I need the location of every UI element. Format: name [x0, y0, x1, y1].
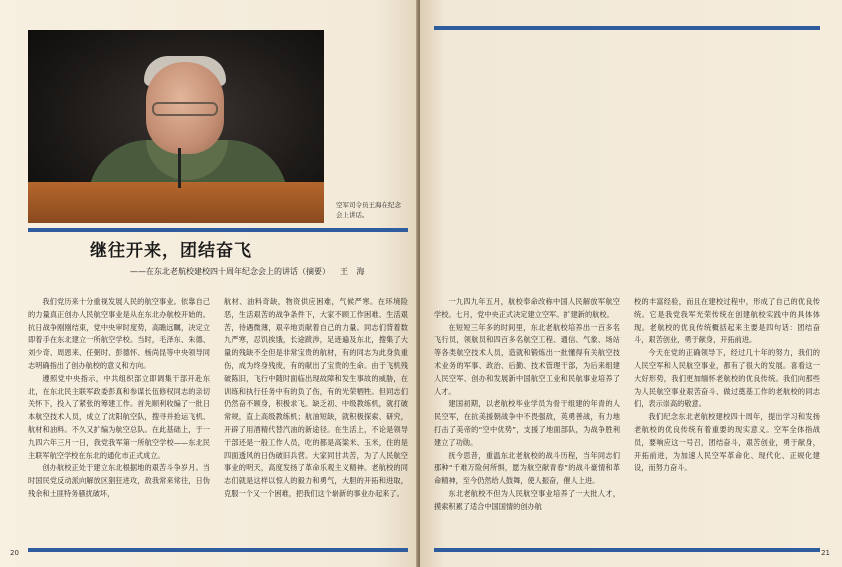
photo-microphone — [178, 148, 181, 188]
paragraph: 在短短三年多的时间里，东北老航校培养出一百多名飞行员，领航员和四百多名航空工程、通信、气象、场站等各类航空技术人员，造就和锻炼出一批懂得有关航空技术业务的军事、政治、后勤、技术管理干部，为后来组建人民空军、创办和发展新中国航空工业和民航事业培养了人才。 — [434, 322, 620, 396]
photo-glasses — [152, 102, 218, 116]
right-page — [420, 0, 842, 567]
left-text-column-2 — [224, 296, 408, 544]
paragraph: 遵照党中央指示，中共组织部立即调集干部开赴东北，在东北民主联军政委彭真和参谋长伍修权同志的亲切关怀下，投入了紧张的筹建工作。首先顺利收编了一批日本航空技术人员，成立了沈阳航空队，搜寻并抢运飞机、航材和油料。不久又扩编为航空总队。在此基础上，于一九四六年三月一日，我党我军第一所航空学校——东北民主联军航空学校在东北的通化市正式成立。 — [28, 373, 210, 460]
bottom-divider-bar — [434, 548, 820, 552]
top-divider-bar — [28, 228, 408, 232]
paragraph: 航材、油料奇缺，物资供应困难，气候严寒。在环境险恶，生活艰苦的战争条件下，大家不顾工作困难、生活艰苦，待遇微薄，艰辛地贡献着自己的力量。同志们背着数九严寒，忍饥挨饿，长途跋涉，足迹遍及东北，搜集了大量的残缺不全但是非常宝贵的航材，有的同志为此身负重伤，成为终身残废，有的献出了宝贵的生命。由于飞机残破陈旧，飞行中随时面临出现故障和发生事故的威胁，在训练和执行任务中有的负了伤，有的光荣牺牲。但同志们仍然奋不顾身，积极求飞。缺乏初、中级教练机，就打破常规，直上高级教练机；航油短缺，就积极探索、研究，开辟了用酒精代替汽油的新途径。在生活上，不论是领导干部还是一般工作人员，吃的都是高粱米、玉米，住的是四面透风的日伪破旧兵营。大家同甘共苦，为了人民航空事业的明天，高度发扬了革命乐观主义精神。老航校的同志们就是这样以惊人的毅力和勇气，大胆的开拓和进取，克服一个又一个困难，把我们这个崭新的事业办起来了。 — [224, 297, 408, 498]
page-number: 21 — [821, 549, 830, 557]
paragraph: 东北老航校不但为人民航空事业培养了一大批人才，摸索积累了适合中国国情的创办航 — [434, 488, 620, 511]
photo-caption: 空军司令员王海在纪念会上讲话。 — [336, 201, 401, 219]
paragraph: 抚今思昔，重温东北老航校的战斗历程，当年同志们那种“千难万险何所惧，愿为航空献青春”的战斗豪情和革命精神，至今仍然给人鼓舞，使人振奋，催人上进。 — [434, 450, 620, 486]
article-author: 王 海 — [340, 267, 368, 276]
paragraph: 我们党历来十分重视发展人民的航空事业。依靠自己的力量真正创办人民航空事业是从在东北办航校开始的。抗日战争刚刚结束，党中央审时度势，高瞻远瞩，决定立即着手在东北建立一所航空学校。当时，毛泽东、朱德、刘少奇、周恩来、任弼时、彭德怀、杨尚昆等中央领导同志明确指出了创办航校的意义和方向。 — [28, 297, 210, 370]
bottom-divider-bar — [28, 548, 408, 552]
paragraph: 建国初期，以老航校毕业学员为骨干组建的年青的人民空军，在抗美援朝战争中不畏强敌，英勇善战，有力地打击了美帝的“空中优势”，支援了地面部队，为战争胜利建立了功勋。 — [434, 399, 620, 447]
photo-podium — [28, 182, 324, 223]
article-title: 继往开来，团结奋飞 — [90, 241, 252, 261]
page-number: 20 — [10, 549, 19, 557]
right-text-column-2 — [634, 296, 820, 542]
top-divider-bar — [434, 26, 820, 30]
paragraph: 创办航校正处于建立东北根据地的艰苦斗争岁月。当时国民党反动派向解放区猖狂进攻，敌我常来常往，日伪残余和土匪特务骚扰破坏， — [28, 463, 210, 498]
left-page — [0, 0, 418, 567]
paragraph: 一九四九年五月，航校奉命改称中国人民解放军航空学校。七月，党中央正式决定建立空军。扩建新的航校。 — [434, 297, 620, 319]
article-subtitle: ——在东北老航校建校四十周年纪念会上的讲话（摘要） — [130, 267, 330, 276]
speaker-photo — [28, 30, 324, 223]
paragraph: 我们纪念东北老航校建校四十周年，提出学习和发扬老航校的优良传统有着重要的现实意义。空军全体指战员，要响应这一号召，团结奋斗，艰苦创业，勇于献身，开拓前进，为加速人民空军革命化、现代化、正规化建设，而努力奋斗。 — [634, 412, 820, 473]
right-text-column-1 — [434, 296, 620, 542]
paragraph: 校的丰富经验，而且在建校过程中，形成了自己的优良传统。它是我党我军光荣传统在创建航校实践中的具体体现。老航校的优良传统概括起来主要是四句话：团结奋斗，艰苦创业，勇于献身，开拓前进。 — [634, 297, 820, 345]
paragraph: 今天在党的正确领导下，经过几十年的努力，我们的人民空军和人民航空事业，都有了很大的发展。喜看这一大好形势，我们更加缅怀老航校的优良传统。我们向那些为人民航空事业艰苦奋斗、做过奠基工作的老航校的同志们，表示崇高的敬意。 — [634, 348, 820, 409]
left-text-column-1 — [28, 296, 210, 544]
